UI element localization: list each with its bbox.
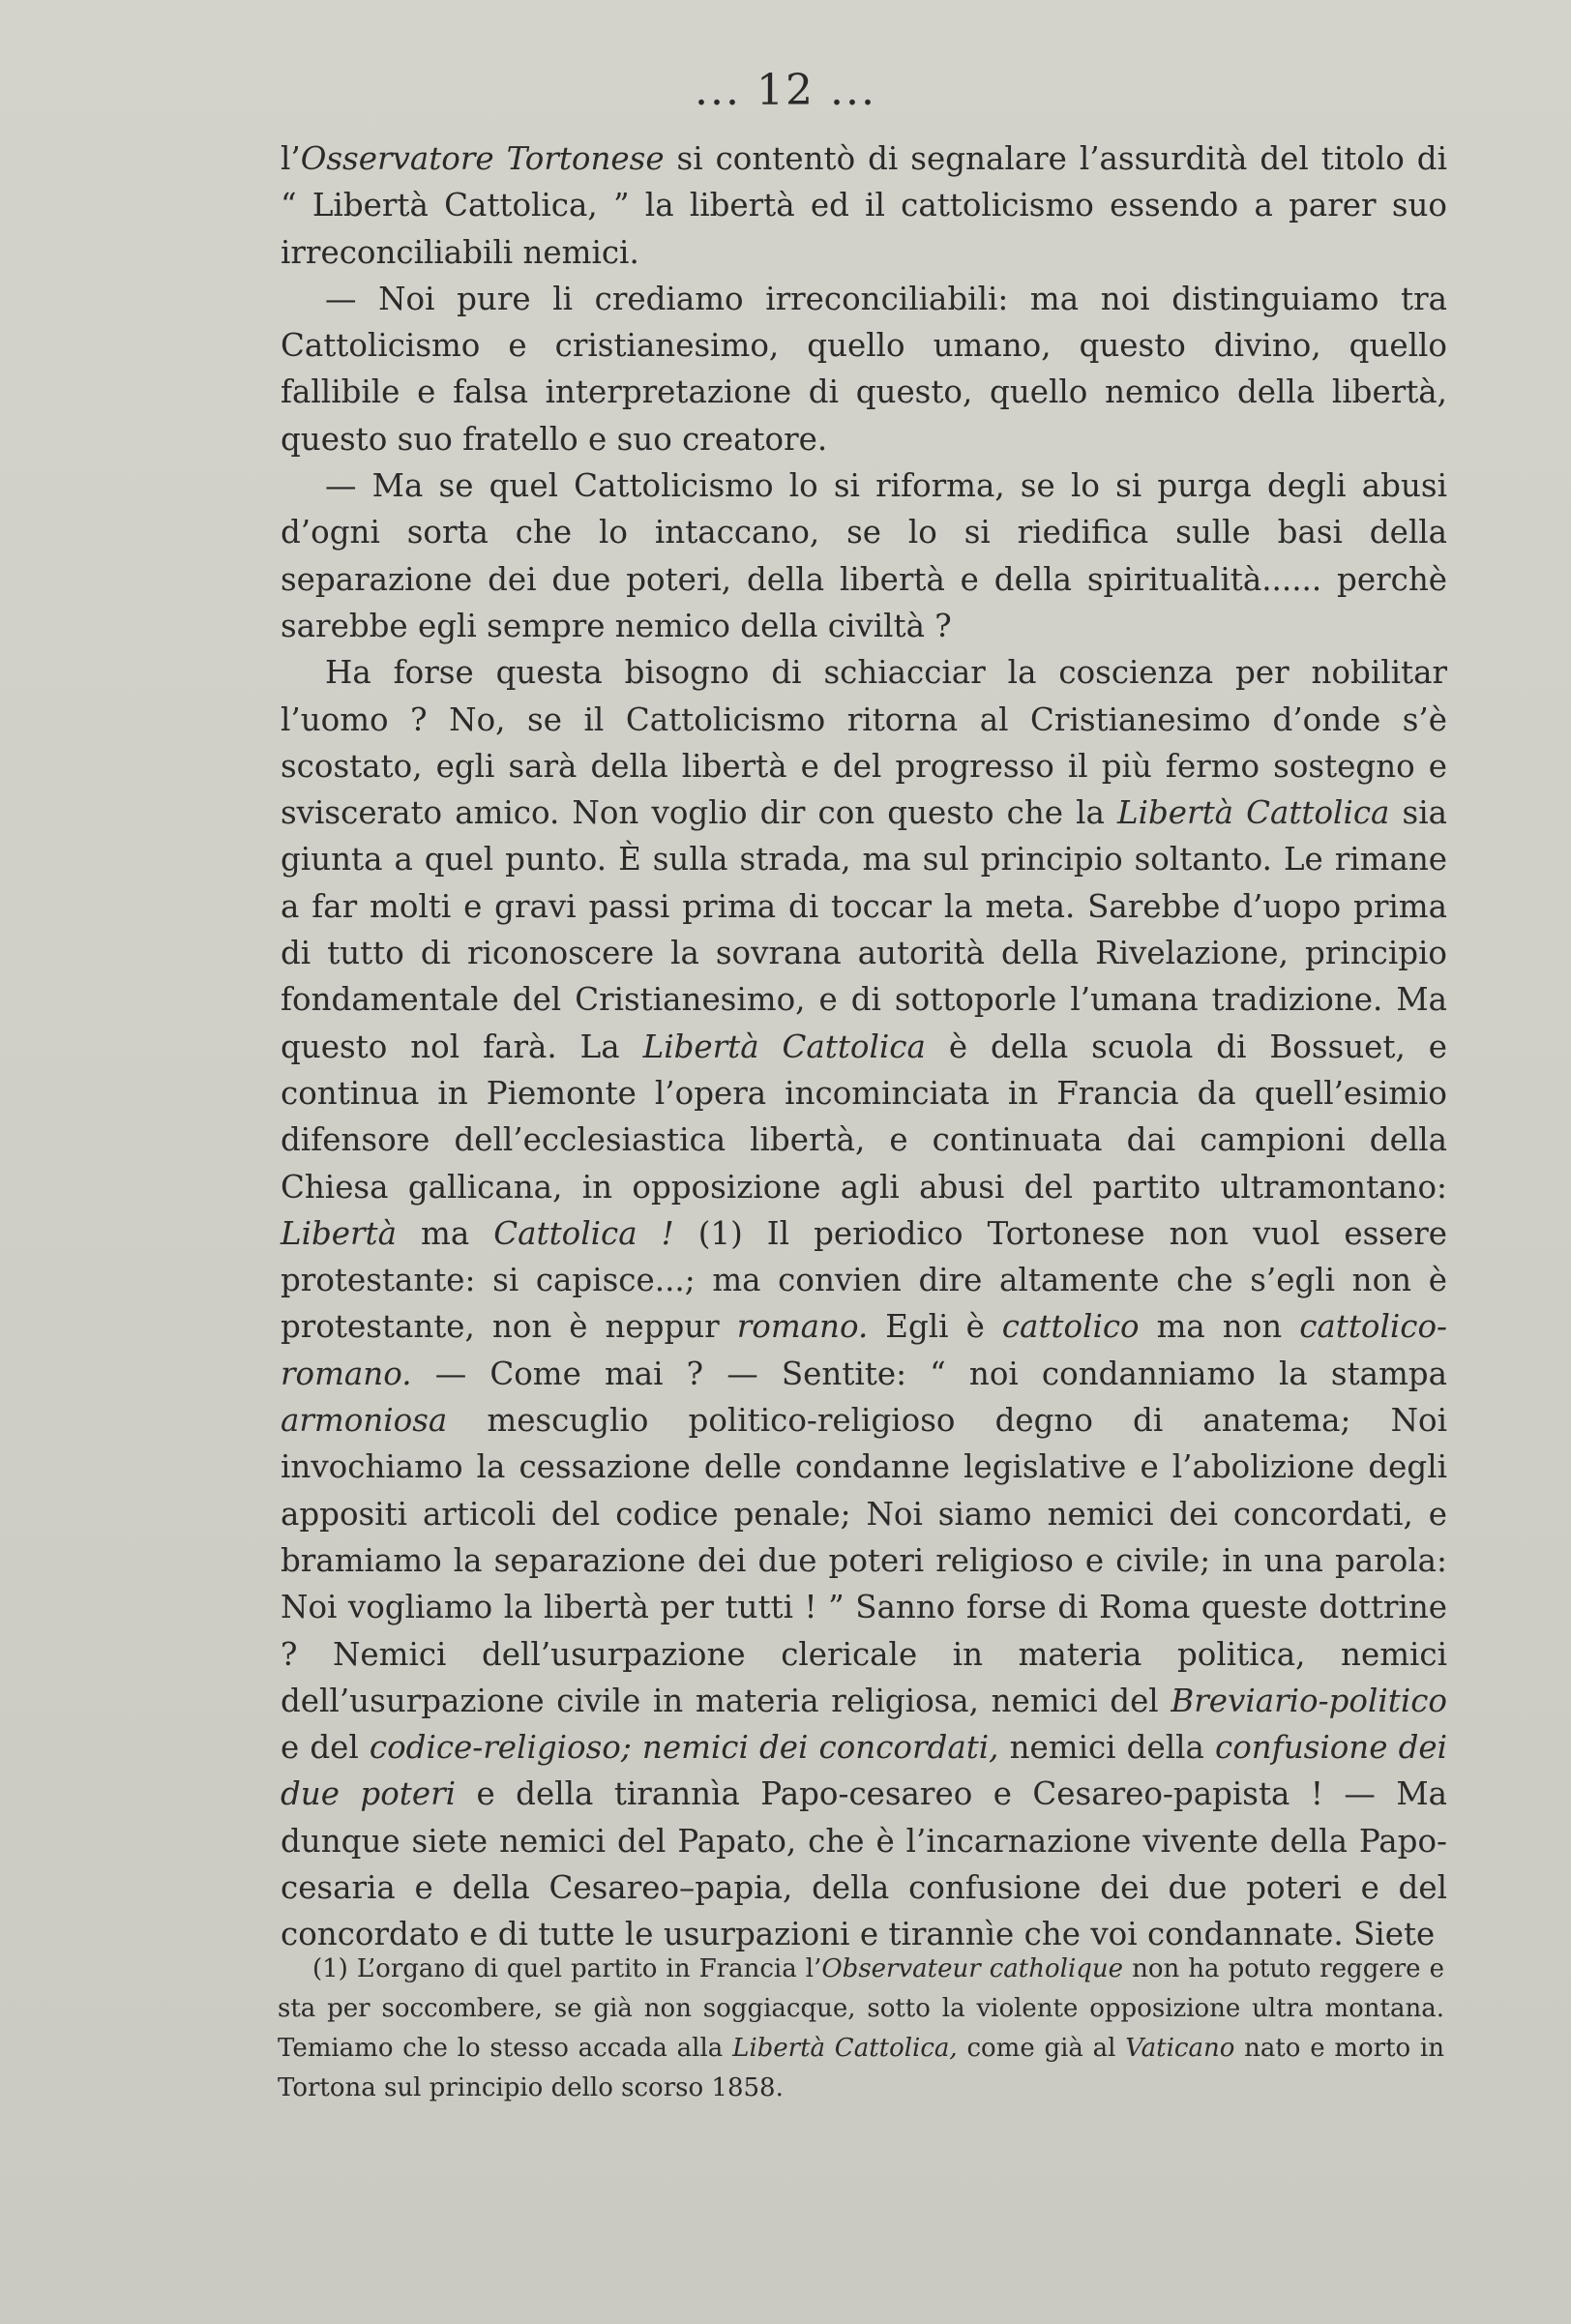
text-run: è della scuola di Bossuet, e continua in Piemonte l’opera incominciata in Francia da quell’esimio difensore dell’ecclesiastica libertà, e continuata dai campioni della Chiesa gallicana, in opposizione agli abusi del partito ultramontano: (281, 1028, 1447, 1206)
italic-run: codice-religioso; nemici dei concordati, (369, 1729, 999, 1767)
page-number: ... 12 ... (695, 66, 876, 115)
italic-run: romano. (736, 1308, 869, 1346)
text-run: — Come mai ? — Sentite: “ noi condanniamo la stampa (411, 1355, 1447, 1392)
text-run: e del (281, 1729, 370, 1767)
text-run: e della tirannìa Papo-cesareo e Cesareo-papista ! — Ma dunque siete nemici del Papato, che è l’incarnazione vivente della Papo-cesaria e della Cesareo–papia, della confusione dei due poteri e del concordato e di tutte le usurpazioni e tirannìe che voi condannate. Siete (281, 1775, 1447, 1953)
italic-run: Libertà Cattolica, (732, 2034, 958, 2063)
text-run: Egli è (868, 1308, 1002, 1346)
italic-run: Breviario-politico (1171, 1682, 1447, 1719)
italic-run: Libertà Cattolica (1117, 794, 1390, 832)
italic-run: Observateur catholique (821, 1954, 1124, 1983)
main-text (281, 135, 1447, 1958)
paragraph (281, 135, 1447, 276)
text-run: — Noi pure li crediamo irreconciliabili: ma noi distinguiamo tra Cattolicismo e cristianesimo, quello umano, questo divino, quello fallibile e falsa interpretazione di questo, quello nemico della libertà, questo suo fratello e suo creatore. (281, 280, 1447, 458)
text-run: l’ (281, 140, 301, 177)
paragraph (281, 462, 1447, 649)
text-run: non ha potuto reggere e sta per soccombere, se già non soggiacque, sotto la violente opposizione ultra montana. Temiamo che lo stesso accada alla (278, 1954, 1444, 2063)
italic-run: Vaticano (1125, 2034, 1235, 2063)
text-run: come già al (957, 2034, 1126, 2063)
text-run: ma (397, 1214, 494, 1252)
text-run: mescuglio politico-religioso degno di anatema; Noi invochiamo la cessazione delle condanne legislative e l’abolizione degli appositi articoli del codice penale; Noi siamo nemici dei concordati, e bramiamo la separazione dei due poteri religioso e civile; in una parola: Noi vogliamo la libertà per tutti ! ” Sanno forse di Roma queste dottrine ? Nemici dell’usurpazione clericale in materia politica, nemici dell’usurpazione civile in materia religiosa, nemici del (281, 1402, 1447, 1719)
text-run: sia giunta a quel punto. È sulla strada, ma sul principio soltanto. Le rimane a far molti e gravi passi prima di toccar la meta. Sarebbe d’uopo prima di tutto di riconoscere la sovrana autorità della Rivelazione, principio fondamentale del Cristianesimo, e di sottoporle l’umana tradizione. Ma questo nol farà. La (281, 794, 1447, 1065)
text-run: ma non (1139, 1308, 1300, 1346)
paragraph (281, 276, 1447, 462)
text-run: Ha forse questa bisogno di schiacciar la coscienza per nobilitar l’uomo ? No, se il Cattolicismo ritorna al Cristianesimo d’onde s’è scostato, egli sarà della libertà e del progresso il più fermo sostegno e sviscerato amico. Non voglio dir con questo che la (281, 654, 1447, 832)
italic-run: armoniosa (281, 1402, 448, 1440)
footnotes (278, 1950, 1444, 2108)
text-run: si contentò di segnalare l’assurdità del titolo di “ Libertà Cattolica, ” la libertà ed il cattolicismo essendo a parer suo irreconciliabili nemici. (281, 140, 1447, 271)
italic-run: cattolico (1001, 1308, 1140, 1346)
italic-run: Cattolica ! (493, 1214, 674, 1252)
italic-run: Libertà Cattolica (642, 1028, 926, 1065)
text-run: — Ma se quel Cattolicismo lo si riforma, se lo si purga degli abusi d’ogni sorta che lo intaccano, se lo si riedifica sulle basi della separazione dei due poteri, della libertà e della spiritualità...... perchè sarebbe egli sempre nemico della civiltà ? (281, 467, 1447, 644)
italic-run: confusione dei due poteri (281, 1729, 1448, 1813)
italic-run: Libertà (281, 1214, 397, 1252)
text-run: nemici della (998, 1729, 1215, 1767)
italic-run: Osservatore Tortonese (300, 140, 665, 177)
text-run: nato e morto in Tortona sul principio dello scorso 1858. (278, 2034, 1444, 2102)
italic-run: cattolico-romano. (281, 1308, 1447, 1392)
paragraph (281, 649, 1447, 1957)
text-run: (1) Il periodico Tortonese non vuol essere protestante: si capisce...; ma convien dire altamente che s’egli non è protestante, non è neppur (281, 1214, 1447, 1346)
text-run: (1) L’organo di quel partito in Francia l’ (312, 1954, 822, 1983)
footnote (278, 1950, 1444, 2108)
